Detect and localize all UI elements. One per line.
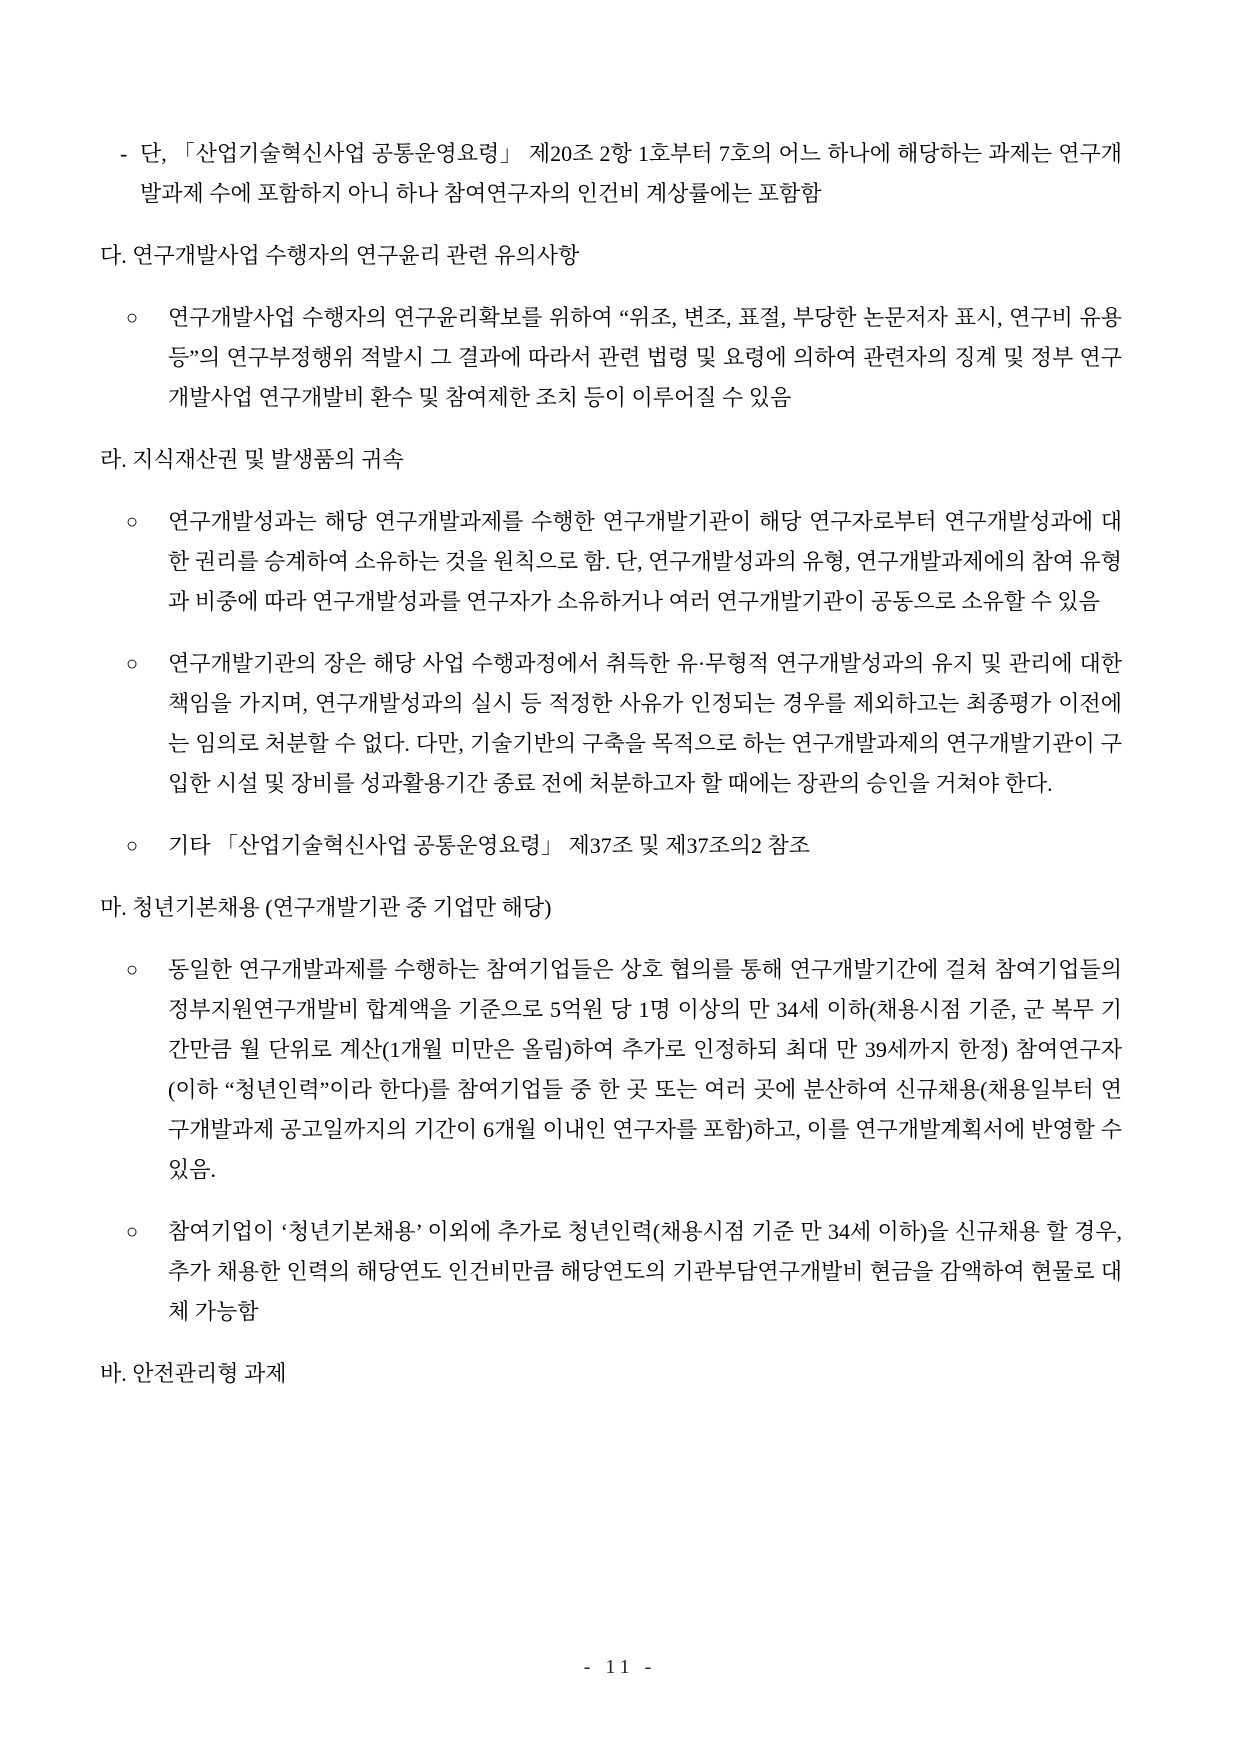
bullet-paragraph: [126, 298, 1122, 418]
bullet-paragraph: [126, 826, 1122, 866]
circle-bullet-icon: ○: [126, 653, 139, 675]
bullet-paragraph: [126, 644, 1122, 804]
bullet-paragraph-text: 참여기업이 ‘청년기본채용’ 이외에 추가로 청년인력(채용시점 기준 만 34세 이하)을 신규채용 할 경우, 추가 채용한 인력의 해당연도 인건비만큼 해당연도의 기관부담연구개발비 현금을 감액하여 현물로 대체 가능함: [168, 1219, 1122, 1324]
circle-bullet-icon: ○: [126, 835, 139, 857]
bullet-paragraph-text: 동일한 연구개발과제를 수행하는 참여기업들은 상호 협의를 통해 연구개발기간에 걸쳐 참여기업들의 정부지원연구개발비 합계액을 기준으로 5억원 당 1명 이상의 만 34세 이하(채용시점 기준, 군 복무 기간만큼 월 단위로 계산(1개월 미만은 올림)하여 추가로 인정하되 최대 만 39세까지 한정) 참여연구자(이하 “청년인력”이라 한다)를 참여기업들 중 한 곳 또는 여러 곳에 분산하여 신규채용(채용일부터 연구개발과제 공고일까지의 기간이 6개월 이내인 연구자를 포함)하고, 이를 연구개발계획서에 반영할 수 있음.: [168, 957, 1122, 1182]
circle-bullet-icon: ○: [126, 307, 139, 329]
dash-note: [120, 134, 1122, 214]
bullet-paragraph-text: 기타 「산업기술혁신사업 공통운영요령」 제37조 및 제37조의2 참조: [168, 833, 811, 858]
circle-bullet-icon: ○: [126, 511, 139, 533]
dash-marker: -: [120, 141, 128, 166]
bullet-paragraph-text: 연구개발기관의 장은 해당 사업 수행과정에서 취득한 유·무형적 연구개발성과의 유지 및 관리에 대한 책임을 가지며, 연구개발성과의 실시 등 적정한 사유가 인정되는 경우를 제외하고는 최종평가 이전에는 임의로 처분할 수 없다. 다만, 기술기반의 구축을 목적으로 하는 연구개발과제의 연구개발기관이 구입한 시설 및 장비를 성과활용기간 종료 전에 처분하고자 할 때에는 장관의 승인을 거쳐야 한다.: [168, 651, 1122, 796]
page-number: - 11 -: [583, 1656, 657, 1678]
circle-bullet-icon: ○: [126, 959, 139, 981]
bullet-paragraph: [126, 1212, 1122, 1332]
section-heading-da: 다. 연구개발사업 수행자의 연구윤리 관련 유의사항: [100, 243, 580, 268]
section-heading-ra: 라. 지식재산권 및 발생품의 귀속: [100, 447, 404, 472]
bullet-paragraph: [126, 950, 1122, 1190]
bullet-paragraph: [126, 502, 1122, 622]
section-heading-ba: 바. 안전관리형 과제: [100, 1361, 287, 1386]
bullet-paragraph-text: 연구개발성과는 해당 연구개발과제를 수행한 연구개발기관이 해당 연구자로부터 연구개발성과에 대한 권리를 승계하여 소유하는 것을 원칙으로 함. 단, 연구개발성과의 유형, 연구개발과제에의 참여 유형과 비중에 따라 연구개발성과를 연구자가 소유하거나 여러 연구개발기관이 공동으로 소유할 수 있음: [168, 509, 1122, 614]
circle-bullet-icon: ○: [126, 1221, 139, 1243]
section-heading-ma: 마. 청년기본채용 (연구개발기관 중 기업만 해당): [100, 895, 552, 920]
dash-note-text: 단, 「산업기술혁신사업 공통운영요령」 제20조 2항 1호부터 7호의 어느 하나에 해당하는 과제는 연구개발과제 수에 포함하지 아니 하나 참여연구자의 인건비 계상률에는 포함함: [140, 141, 1122, 206]
bullet-paragraph-text: 연구개발사업 수행자의 연구윤리확보를 위하여 “위조, 변조, 표절, 부당한 논문저자 표시, 연구비 유용 등”의 연구부정행위 적발시 그 결과에 따라서 관련 법령 및 요령에 의하여 관련자의 징계 및 정부 연구개발사업 연구개발비 환수 및 참여제한 조치 등이 이루어질 수 있음: [168, 305, 1122, 410]
